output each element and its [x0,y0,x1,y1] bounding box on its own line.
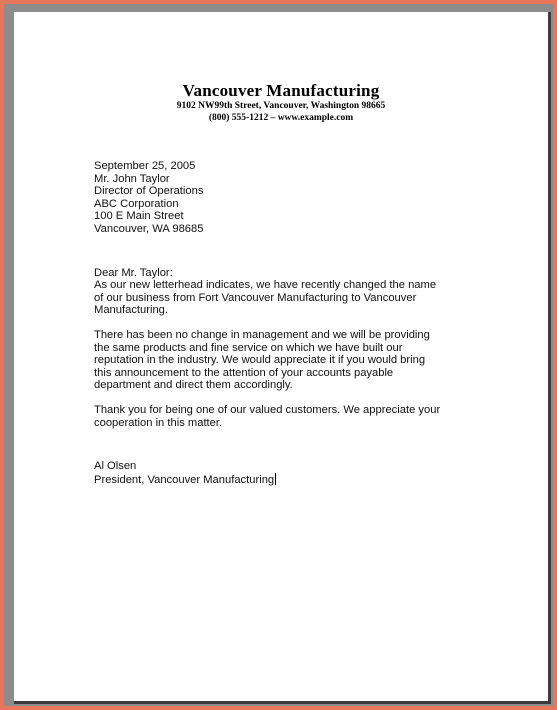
salutation: Dear Mr. Taylor: [94,266,173,279]
document-frame [4,4,553,706]
letter-page [14,12,551,704]
paragraph-line: this announcement to the attention of your accounts payable [94,366,394,379]
recipient-line: Vancouver, WA 98685 [94,222,204,235]
paragraph-line: Thank you for being one of our valued customers. We appreciate your [94,403,441,416]
recipient-line: 100 E Main Street [94,210,184,223]
company-address: 9102 NW99th Street, Vancouver, Washington 98665 [176,101,386,111]
body-paragraph-3 [94,404,494,429]
paragraph-line: There has been no change in management and we will be providing [94,328,430,341]
paragraph-line: of our business from Fort Vancouver Manufacturing to Vancouver [94,291,417,304]
body-paragraph-2 [94,329,494,392]
paragraph-line: Manufacturing. [94,304,169,317]
text-cursor [275,473,276,485]
paragraph-line: department and direct them accordingly. [94,379,293,392]
recipient-line: ABC Corporation [94,197,179,210]
paragraph-line: the same products and fine service on which we have built our [94,341,403,354]
recipient-line: Mr. John Taylor [94,172,170,185]
letter-body [94,160,494,486]
recipient-line: Director of Operations [94,185,204,198]
paragraph-line: cooperation in this matter. [94,416,223,429]
paragraph-line: reputation in the industry. We would appreciate it if you would bring [94,354,426,367]
letter-date: September 25, 2005 [94,160,196,172]
signer-title-line[interactable] [94,473,494,487]
body-paragraph-1 [94,279,494,317]
signer-name: Al Olsen [94,460,137,473]
letterhead [14,82,548,124]
company-contact: (800) 555-1212 – www.example.com [208,113,354,123]
paragraph-line: As our new letterhead indicates, we have recently changed the name [94,279,437,292]
recipient-address [94,173,494,236]
company-name: Vancouver Manufacturing [182,81,380,100]
signer-title: President, Vancouver Manufacturing [94,473,275,486]
signature-block [94,460,494,486]
